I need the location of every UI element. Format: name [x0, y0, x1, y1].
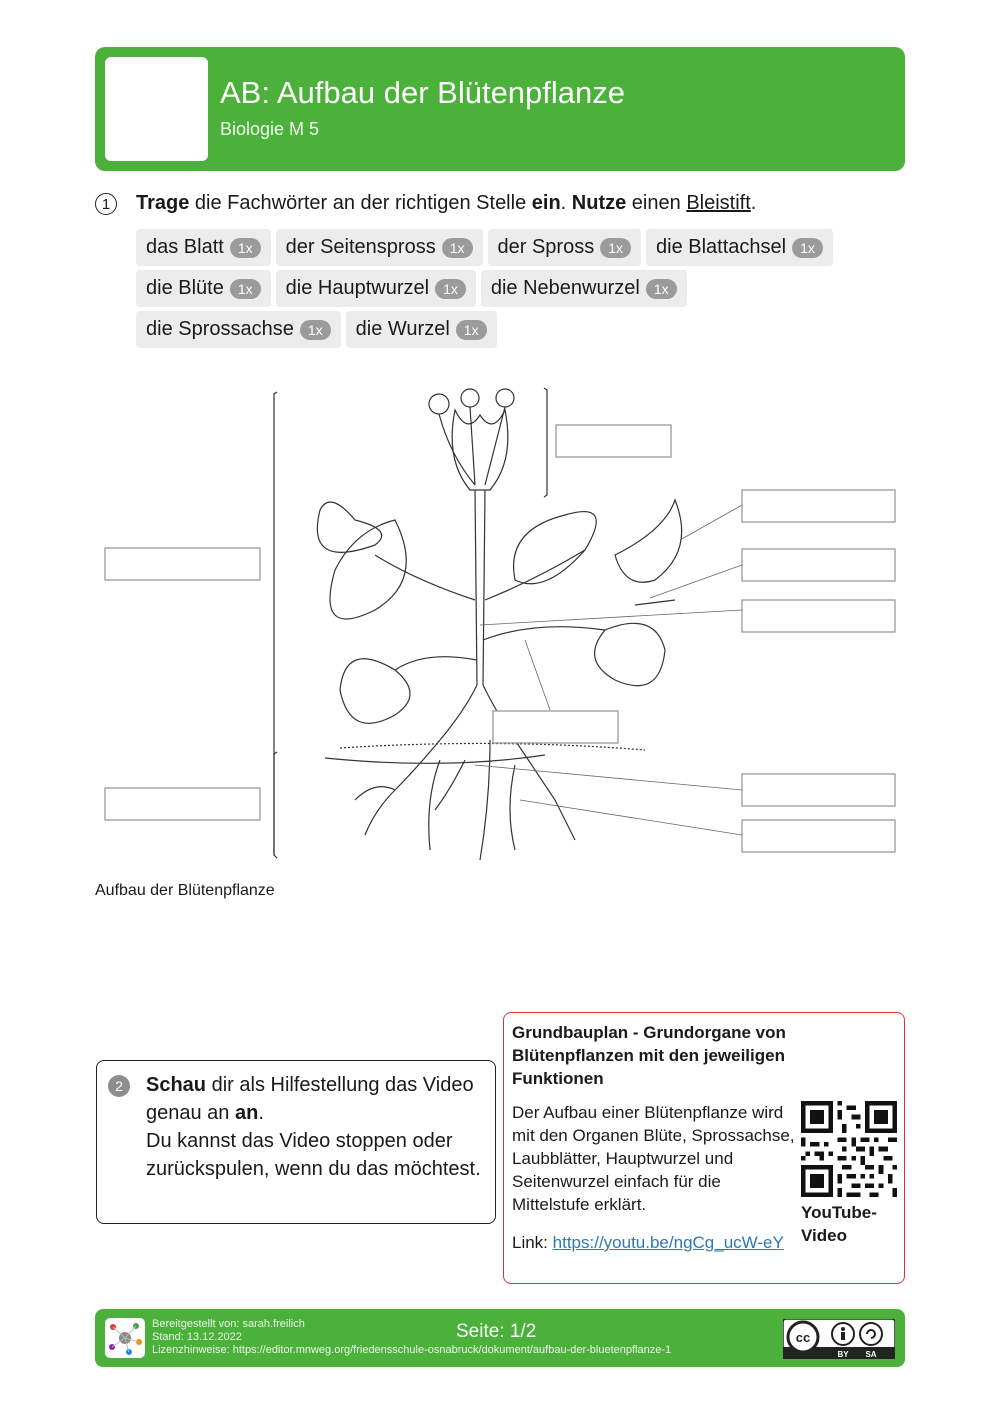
answer-box-4[interactable] [493, 711, 618, 743]
roots [355, 740, 575, 860]
flower-bracket [544, 388, 547, 497]
leaf [595, 623, 665, 685]
footer [95, 1309, 905, 1367]
instruction-text: . [560, 192, 572, 214]
video-link-row [512, 1231, 797, 1254]
leaf [317, 502, 381, 552]
chip-count: 1x [646, 279, 677, 299]
video-description: Der Aufbau einer Blütenpflanze wird mit den Organen Blüte, Sprossachse, Laubblätter, Hauptwurzel und Seitenwurzel einfach für die Mittelstufe erklärt. [512, 1103, 795, 1214]
header-banner [95, 47, 905, 171]
flower-petals [452, 410, 508, 490]
answer-box-6[interactable] [742, 820, 895, 852]
page-title: AB: Aufbau der Blütenpflanze [220, 75, 626, 110]
license-link[interactable]: Lizenzhinweise: https://editor.mnweg.org/friedensschule-osnabruck/dokument/aufbau-der-bluetenpflanze-1 [152, 1344, 672, 1356]
instruction-bold: an [234, 1102, 259, 1124]
word-chip [488, 229, 642, 266]
date: Stand: 13.12.2022 [152, 1331, 242, 1343]
chip-label: die Nebenwurzel [490, 277, 640, 299]
sa-icon [860, 1323, 882, 1345]
word-chip [136, 229, 271, 266]
page-subtitle: Biologie M 5 [220, 119, 320, 139]
leaf [514, 512, 597, 584]
instruction-bold: Schau [146, 1074, 207, 1096]
word-bank [136, 229, 876, 352]
video-link-label: Link: [512, 1233, 553, 1252]
task-1-instruction [136, 192, 756, 215]
chip-label: der Spross [497, 236, 595, 258]
word-chip [136, 270, 271, 307]
chip-count: 1x [456, 320, 487, 340]
cc-sa-label: SA [865, 1350, 877, 1359]
chip-label: das Blatt [146, 236, 224, 258]
chip-label: die Blüte [146, 277, 224, 299]
cc-by-label: BY [837, 1350, 849, 1359]
logo-placeholder [105, 57, 208, 161]
flower-anther [461, 389, 479, 407]
task-1-number: 1 [95, 193, 117, 215]
chip-label: die Hauptwurzel [285, 277, 430, 299]
instruction-bold: ein [531, 192, 561, 214]
flower-filaments [439, 407, 505, 485]
instruction-text: . [258, 1102, 264, 1124]
instruction-text: einen [626, 192, 687, 214]
chip-label: die Blattachsel [656, 236, 787, 258]
video-title: Grundbauplan - Grundorgane von Blütenpflanzen mit den jeweiligen Funktionen [512, 1023, 786, 1088]
page-number: Seite: 1/2 [456, 1321, 537, 1342]
answer-box-5[interactable] [742, 774, 895, 806]
flower-anther [496, 389, 514, 407]
word-chip [646, 229, 833, 266]
answer-box-flower[interactable] [556, 425, 671, 457]
word-bank-row [136, 311, 876, 348]
footer-meta [152, 1318, 671, 1357]
branch-lower [395, 627, 605, 670]
answer-box-root[interactable] [105, 788, 260, 820]
chip-count: 1x [300, 320, 331, 340]
task-2-instruction [146, 1071, 491, 1183]
answer-box-2[interactable] [742, 549, 895, 581]
svg-text:cc: cc [795, 1330, 811, 1345]
soil-line [340, 743, 645, 750]
video-link[interactable]: https://youtu.be/ngCg_ucW-eY [552, 1233, 784, 1252]
chip-count: 1x [792, 238, 823, 258]
plant-diagram [95, 380, 905, 870]
plant-drawing [274, 388, 742, 860]
instruction-text: . [750, 192, 757, 214]
word-chip [136, 311, 341, 348]
answer-box-1[interactable] [742, 490, 895, 522]
root-surface [325, 755, 545, 763]
qr-label: YouTube-Video [801, 1203, 877, 1245]
cc-license-badge [783, 1319, 895, 1359]
leaf [340, 659, 410, 724]
chip-label: die Wurzel [355, 318, 450, 340]
instruction-bold: Nutze [571, 192, 627, 214]
word-chip [276, 270, 476, 307]
task-2-number: 2 [108, 1075, 130, 1097]
qr-code[interactable] [801, 1101, 897, 1197]
word-chip [346, 311, 497, 348]
flower-stigma [429, 394, 449, 414]
provided-by: Bereitgestellt von: sarah.freilich [152, 1318, 305, 1330]
word-chip [276, 229, 483, 266]
instruction-text: dir als Hilfestellung das Video genau an [146, 1074, 474, 1124]
chip-count: 1x [230, 238, 261, 258]
video-info-box [503, 1012, 905, 1284]
task-2-box [96, 1060, 496, 1224]
answer-box-3[interactable] [742, 600, 895, 632]
chip-count: 1x [435, 279, 466, 299]
leaf [615, 500, 682, 582]
stem [475, 490, 485, 685]
diagram-caption: Aufbau der Blütenpflanze [95, 882, 275, 899]
root-bracket [274, 752, 277, 855]
instruction-verb: Trage [136, 192, 190, 214]
chip-count: 1x [230, 279, 261, 299]
answer-box-shoot[interactable] [105, 548, 260, 580]
chip-count: 1x [442, 238, 473, 258]
word-chip [481, 270, 687, 307]
leaf-stalk [635, 600, 675, 605]
chip-label: der Seitenspross [285, 236, 436, 258]
platform-logo [105, 1318, 145, 1358]
instruction-text: Du kannst das Video stoppen oder zurückspulen, wenn du das möchtest. [146, 1130, 481, 1180]
instruction-text: die Fachwörter an der richtigen Stelle [189, 192, 532, 214]
leaf [330, 520, 406, 619]
chip-label: die Sprossachse [146, 318, 294, 340]
instruction-underlined: Bleistift [686, 192, 751, 214]
word-bank-row [136, 229, 876, 266]
word-bank-row [136, 270, 876, 307]
chip-count: 1x [600, 238, 631, 258]
